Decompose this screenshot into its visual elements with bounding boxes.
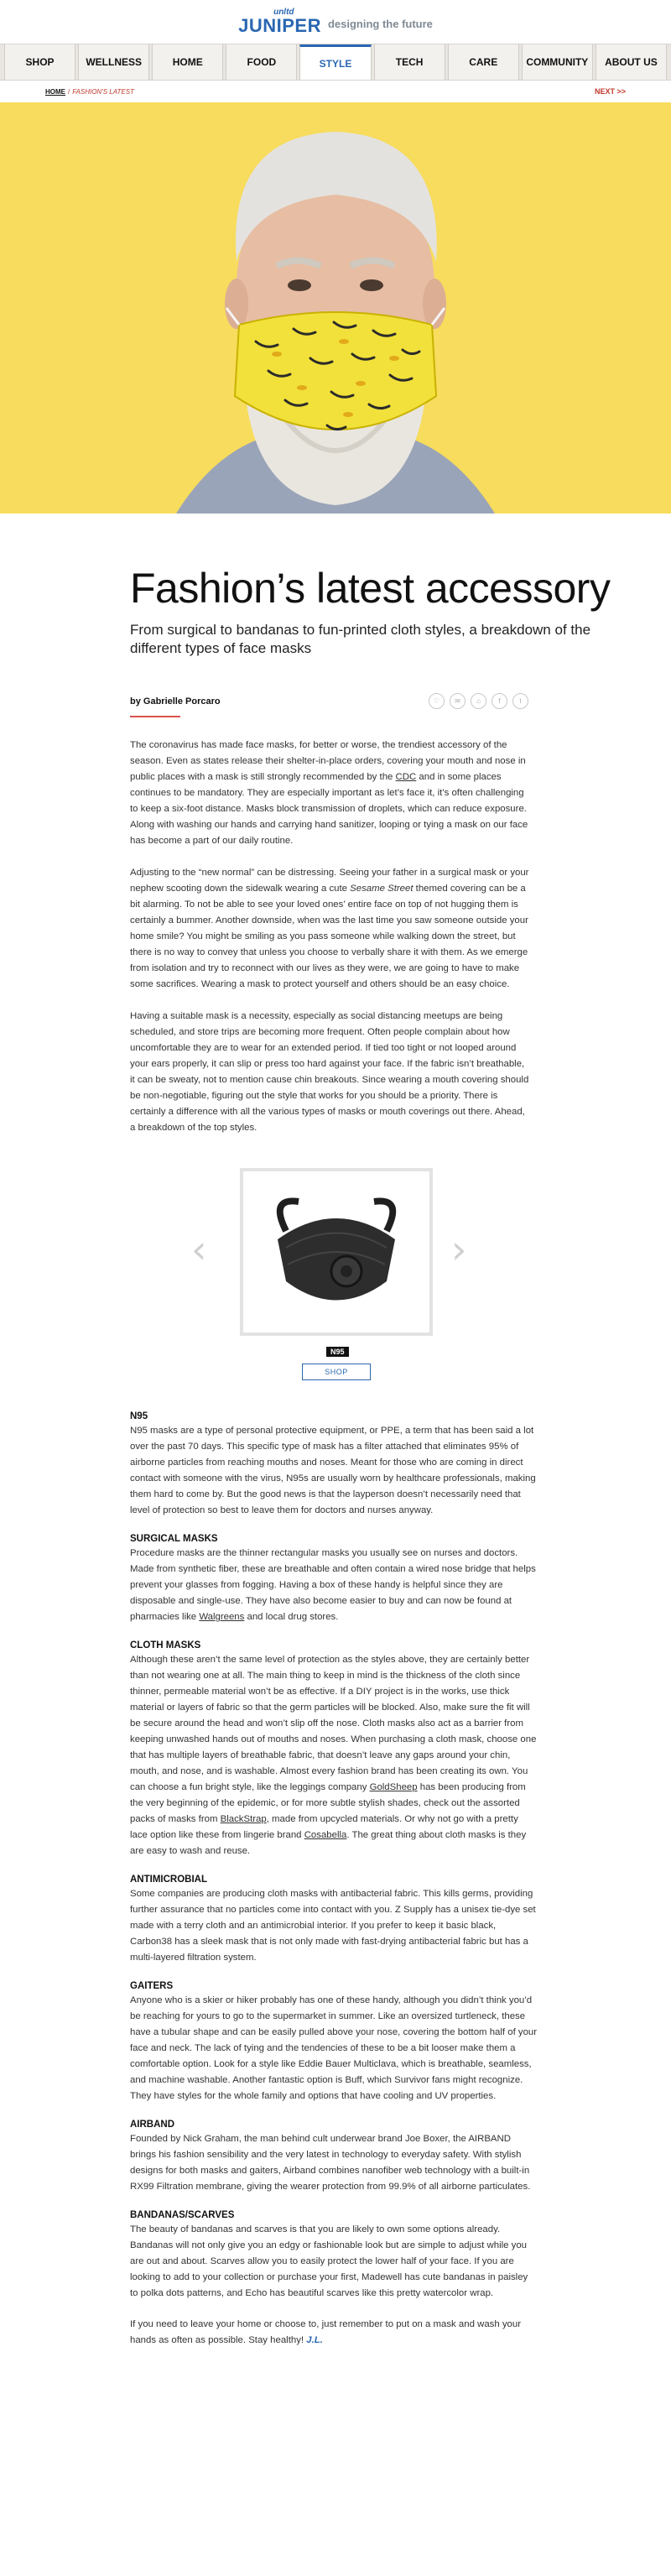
twitter-icon[interactable]: t bbox=[512, 693, 528, 709]
nav-style[interactable]: STYLE bbox=[299, 44, 371, 80]
mask-types-sections bbox=[130, 1411, 538, 2302]
section-surgical-text: Procedure masks are the thinner rectangular masks you usually see on nurses and doctors. Made from synthetic fiber, these are breathable and often contain a wired nose bridge that helps prevent your glasses from fogging. Having a box of these handy is helpful since they are disposable and single-use. They have also become easier to buy and can now be found at pharmacies like Walgreens and local drug stores. bbox=[130, 1548, 536, 1623]
article-title: Fashion’s latest accessory bbox=[130, 565, 611, 612]
site-logo[interactable] bbox=[238, 8, 321, 35]
site-tagline: designing the future bbox=[327, 17, 433, 30]
n95-mask-image bbox=[252, 1181, 420, 1323]
section-cloth-text: Although these aren’t the same level of protection as the styles above, they are certainly better than not wearing one at all. The main thing to keep in mind is the thickness of the cloth since thinner, permeable material won’t be as effective. If a DIY project is in the works, use thick material or layers of fabric so that the germ particles will be blocked. Also, make sure the fit will be secure around the head and won’t slip off the nose. Cloth masks also act as a barrier from keeping unwashed hands out of mouths and noses. When purchasing a cloth mask, choose one that has multiple layers of breathable fabric, that doesn’t leave any gaps around your chin, mouth, and nose, and is washable. Almost every fashion brand has been creating its own. You can choose a fun bright style, like the leggings company GoldSheep has been producing from the very beginning of the epidemic, or for more subtle stylish shades, check out the assorted packs of masks from BlackStrap, made from upcycled materials. Or why not go with a pretty lace option like these from lingerie brand Cosabella. The great thing about cloth masks is they are easy to wash and reuse. bbox=[130, 1655, 537, 1857]
paragraph-2: Adjusting to the “new normal” can be distressing. Seeing your father in a surgical mask or your nephew scooting down the sidewalk wearing a cute Sesame Street themed covering can be a bit alarming. To not be able to see your loved ones’ entire face on top of not hugging them is certainly a bummer. Another downside, when was the last time you saw someone outside your home smile? You might be smiling as you pass someone while walking down the street, but there is no way to convey that unless you choose to verbally share it with them. As we emerge from isolation and try to reconnect with our lives as they were, we are going to have to make some sacrifices. Wearing a mask to protect yourself and others should be an easy choice. bbox=[130, 868, 529, 990]
nav-about-us[interactable]: ABOUT US bbox=[596, 44, 667, 80]
article-subtitle: From surgical to bandanas to fun-printed cloth styles, a breakdown of the different types of face masks bbox=[130, 622, 591, 657]
closing-paragraph: If you need to leave your home or choose to, just remember to put on a mask and wash your hands as often as possible. Stay healthy! J.L. bbox=[130, 2319, 522, 2346]
section-n95-title: N95 bbox=[130, 1411, 148, 1422]
article-body bbox=[130, 738, 531, 1136]
section-n95 bbox=[130, 1411, 538, 1519]
section-gaiters bbox=[130, 1981, 538, 2104]
hero-illustration bbox=[0, 102, 671, 514]
cdc-link[interactable]: CDC bbox=[395, 772, 417, 783]
logo-main-text: JUNIPER bbox=[238, 15, 321, 36]
section-bandanas-title: BANDANAS/SCARVES bbox=[130, 2210, 235, 2221]
goldsheep-link[interactable]: GoldSheep bbox=[369, 1782, 418, 1793]
logo-small-text: unltd bbox=[273, 8, 294, 17]
section-n95-text: N95 masks are a type of personal protective equipment, or PPE, a term that has been said a lot over the past 70 days. This specific type of mask has a filter attached that eliminates 95% of airborne particles from reaching mouths and noses. Meant for those who are coming in direct contact with someone with the virus, N95s are usually worn by healthcare professionals, making them hard to come by. But the good news is that the layperson doesn’t necessarily need that level of protection so best to leave them for doctors and nurses anyway. bbox=[130, 1426, 536, 1516]
blackstrap-link[interactable]: BlackStrap bbox=[220, 1814, 267, 1825]
section-surgical bbox=[130, 1534, 538, 1625]
nav-tech[interactable]: TECH bbox=[374, 44, 445, 80]
byline-row bbox=[130, 693, 528, 709]
cosabella-link[interactable]: Cosabella bbox=[304, 1830, 347, 1841]
byline-divider bbox=[130, 716, 180, 717]
walgreens-link[interactable]: Walgreens bbox=[199, 1612, 245, 1623]
product-carousel bbox=[0, 1168, 671, 1411]
share-buttons bbox=[429, 693, 528, 709]
heart-icon[interactable]: ♡ bbox=[429, 693, 445, 709]
nav-community[interactable]: COMMUNITY bbox=[522, 44, 593, 80]
section-gaiters-title: GAITERS bbox=[130, 1981, 174, 1992]
section-cloth bbox=[130, 1640, 538, 1859]
section-antimicrobial-text: Some companies are producing cloth masks with antibacterial fabric. This kills germs, providing further assurance that no particles come into contact with you. Z Supply has a unisex tie-dye set made with a terry cloth and an antimicrobial interior. If you prefer to keep it basic black, Carbon38 has a sleek mask that is not only made with fast-drying antibacterial fabric but has a multi-layered filtration system. bbox=[130, 1889, 536, 1963]
author-byline: by Gabrielle Porcaro bbox=[130, 696, 221, 707]
breadcrumb-home[interactable]: HOME bbox=[45, 87, 65, 96]
section-airband-title: AIRBAND bbox=[130, 2120, 175, 2130]
section-airband bbox=[130, 2120, 538, 2195]
site-header bbox=[0, 0, 671, 44]
nav-food[interactable]: FOOD bbox=[226, 44, 297, 80]
breadcrumb bbox=[0, 81, 671, 102]
section-surgical-title: SURGICAL MASKS bbox=[130, 1534, 218, 1545]
facebook-icon[interactable]: f bbox=[492, 693, 507, 709]
paragraph-1: The coronavirus has made face masks, for better or worse, the trendiest accessory of the season. Even as states release their shelter-in-place orders, covering your mouth and nose in public places with a mask is still strongly recommended by the CDC and in some places continues to be mandatory. They are especially important as let’s face it, it’s often challenging to keep a six-foot distance. Masks block transmission of droplets, which can reduce exposure. Along with washing our hands and carrying hand sanitizer, looping or tying a mask on our face has become a part of our daily routine. bbox=[130, 740, 528, 847]
carousel-next-arrow[interactable]: › bbox=[451, 1227, 467, 1273]
paragraph-3: Having a suitable mask is a necessity, especially as social distancing meetups are being scheduled, and store trips are becoming more frequent. Often people complain about how uncomfortable they are to wear for an extended period. If tied too tight or not looped around your ears properly, it can slip or press too hard against your face. If the fabric isn’t breathable, it can be sweaty, not to mention cause chin breakouts. Since wearing a mouth covering should be non-negotiable, figuring out the style that works for you should be a priority. There is certainly a difference with all the various types of masks or mouth coverings out there. Ahead, a breakdown of the top styles. bbox=[130, 1011, 529, 1134]
section-gaiters-text: Anyone who is a skier or hiker probably has one of these handy, although you didn’t think you’d be reaching for yours to go to the supermarket in summer. Like an oversized turtleneck, these have a tubular shape and can be easily pulled above your nose, covering the bottom half of your face and neck. The lack of tying and the tendencies of these to be a bit looser make them a comfortable option. Look for a style like Eddie Bauer Multiclava, which is breathable, seamless, and machine washable. Another fantastic option is Buff, which Survivor fans might recognize. They have styles for the whole family and options that have cooling and UV properties. bbox=[130, 1995, 538, 2102]
carousel-prev-arrow[interactable]: ‹ bbox=[191, 1227, 207, 1273]
section-antimicrobial-title: ANTIMICROBIAL bbox=[130, 1875, 207, 1885]
section-antimicrobial bbox=[130, 1875, 538, 1966]
nav-shop[interactable]: SHOP bbox=[4, 44, 75, 80]
nav-home[interactable]: HOME bbox=[152, 44, 223, 80]
main-nav bbox=[0, 44, 671, 81]
mail-icon[interactable]: ✉ bbox=[450, 693, 466, 709]
bookmark-icon[interactable]: ⌂ bbox=[471, 693, 486, 709]
section-cloth-title: CLOTH MASKS bbox=[130, 1640, 201, 1651]
author-signature: J.L. bbox=[306, 2335, 323, 2346]
nav-wellness[interactable]: WELLNESS bbox=[78, 44, 149, 80]
nav-care[interactable]: CARE bbox=[448, 44, 519, 80]
shop-button[interactable]: SHOP bbox=[302, 1364, 371, 1380]
breadcrumb-current: FASHION'S LATEST bbox=[72, 87, 134, 96]
section-bandanas bbox=[130, 2210, 538, 2302]
section-airband-text: Founded by Nick Graham, the man behind cult underwear brand Joe Boxer, the AIRBAND brings his fashion sensibility and the very latest in technology to everyday safety. With stylish designs for both masks and gaiters, Airband combines nanofiber web technology with a built-in RX99 Filtration membrane, giving the wearer protection from 99.9% of all airborne particulates. bbox=[130, 2134, 531, 2193]
hero-image bbox=[0, 102, 671, 514]
product-label: N95 bbox=[326, 1347, 349, 1357]
product-image-frame[interactable] bbox=[240, 1168, 433, 1336]
section-bandanas-text: The beauty of bandanas and scarves is that you are likely to own some options already. Bandanas will not only give you an edgy or fashionable look but are simple to adjust while you are out and about. Scarves allow you to easily protect the lower half of your face. If you are looking to add to your collection or purchase your first, Madewell has cute bandanas in paisley to polka dots patterns, and Echo has beautiful scarves like this pretty watercolor wrap. bbox=[130, 2224, 528, 2299]
next-article-link[interactable]: NEXT >> bbox=[594, 87, 626, 96]
breadcrumb-separator: / bbox=[68, 87, 70, 96]
article bbox=[0, 564, 671, 2365]
